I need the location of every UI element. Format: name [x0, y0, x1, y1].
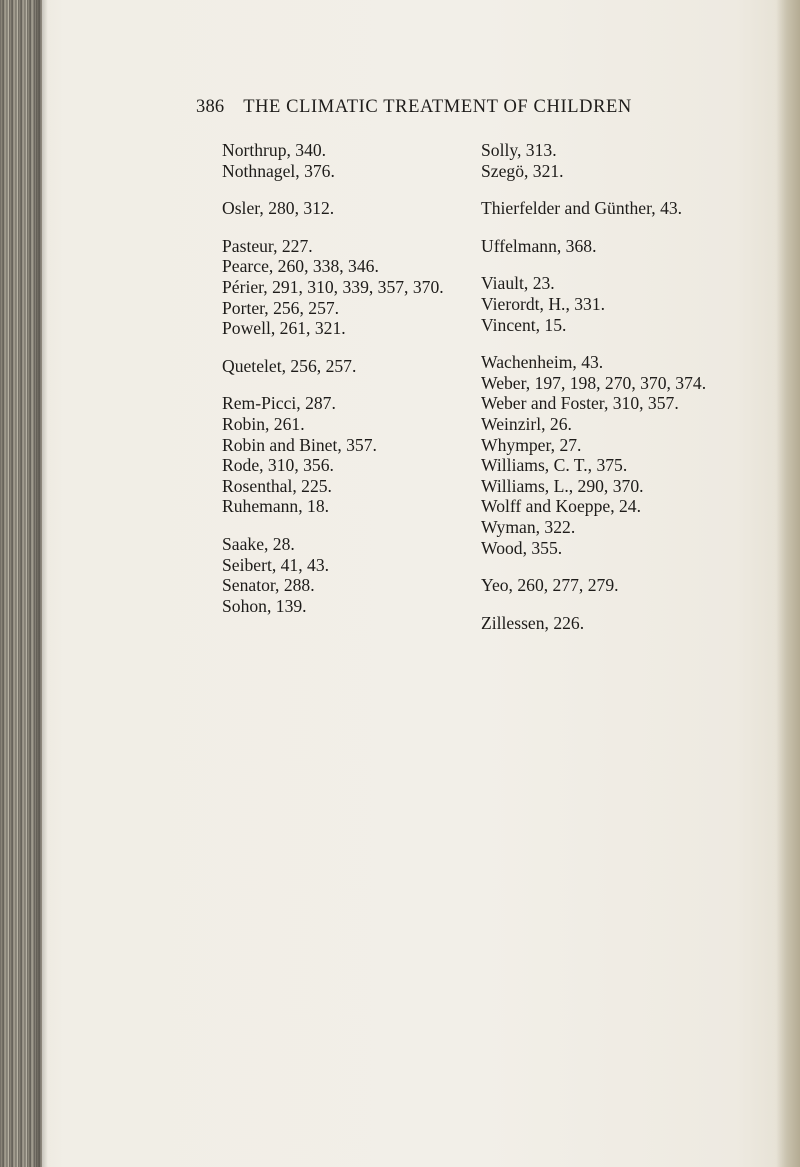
index-entry: Weinzirl, 26.: [481, 413, 572, 434]
index-letter-group: [481, 198, 781, 219]
index-letter-group: [222, 534, 458, 616]
index-entry: Wyman, 322.: [481, 516, 576, 537]
index-entry: Weber and Foster, 310, 357.: [481, 393, 679, 414]
index-entry: Senator, 288.: [222, 575, 315, 596]
index-entry: Seibert, 41, 43.: [222, 554, 330, 575]
index-entry: Northrup, 340.: [222, 140, 327, 160]
index-entry: Williams, C. T., 375.: [481, 455, 628, 476]
letter-group-gap: [481, 219, 781, 236]
index-entry: Whymper, 27.: [481, 434, 582, 455]
index-letter-group: [222, 236, 458, 339]
index-entry: Osler, 280, 312.: [222, 198, 335, 219]
running-title: THE CLIMATIC TREATMENT OF CHILDREN: [243, 97, 632, 117]
index-entry: Uffelmann, 368.: [481, 235, 597, 256]
running-header: [196, 97, 632, 118]
index-letter-group: [222, 393, 458, 517]
index-letter-group: [222, 140, 458, 181]
index-entry: Zillessen, 226.: [481, 612, 585, 633]
index-column-right: [481, 140, 781, 633]
index-entry: Wood, 355.: [481, 537, 563, 558]
index-entry: Williams, L., 290, 370.: [481, 475, 644, 496]
index-entry: Sohon, 139.: [222, 595, 307, 616]
letter-group-gap: [481, 256, 781, 273]
index-entry: Vincent, 15.: [481, 314, 567, 335]
letter-group-gap: [222, 376, 458, 393]
page-number: 386: [196, 97, 225, 117]
index-letter-group: [481, 140, 781, 181]
index-entry: Wachenheim, 43.: [481, 352, 604, 373]
index-entry: Viault, 23.: [481, 273, 555, 294]
index-letter-group: [481, 575, 781, 596]
index-entry: Wolff and Koeppe, 24.: [481, 496, 641, 517]
index-entry: Vierordt, H., 331.: [481, 293, 606, 314]
letter-group-gap: [481, 558, 781, 575]
index-entry: Thierfelder and Günther, 43.: [481, 198, 683, 219]
letter-group-gap: [222, 181, 458, 198]
index-entry: Ruhemann, 18.: [222, 496, 330, 517]
index-letter-group: [481, 613, 781, 634]
letter-group-gap: [481, 181, 781, 198]
index-entry: Périer, 291, 310, 339, 357, 370.: [222, 276, 444, 297]
index-letter-group: [222, 198, 458, 219]
letter-group-gap: [222, 339, 458, 356]
index-entry: Quetelet, 256, 257.: [222, 355, 357, 376]
index-entry: Robin and Binet, 357.: [222, 434, 377, 455]
index-entry: Saake, 28.: [222, 533, 295, 554]
index-letter-group: [481, 352, 781, 558]
index-letter-group: [481, 273, 781, 335]
index-entry: Pasteur, 227.: [222, 235, 313, 256]
letter-group-gap: [481, 596, 781, 613]
letter-group-gap: [481, 335, 781, 352]
index-column-left: [222, 140, 458, 616]
index-letter-group: [481, 236, 781, 257]
index-entry: Nothnagel, 376.: [222, 160, 335, 181]
index-entry: Rosenthal, 225.: [222, 475, 332, 496]
letter-group-gap: [222, 517, 458, 534]
letter-group-gap: [222, 219, 458, 236]
index-entry: Porter, 256, 257.: [222, 297, 340, 318]
index-entry: Rode, 310, 356.: [222, 455, 334, 476]
index-entry: Weber, 197, 198, 270, 370, 374.: [481, 372, 707, 393]
index-entry: Yeo, 260, 277, 279.: [481, 575, 619, 596]
index-entry: Solly, 313.: [481, 140, 557, 160]
index-entry: Pearce, 260, 338, 346.: [222, 256, 379, 277]
index-entry: Rem-Picci, 287.: [222, 393, 336, 414]
index-entry: Szegö, 321.: [481, 160, 564, 181]
index-entry: Robin, 261.: [222, 413, 305, 434]
index-entry: Powell, 261, 321.: [222, 318, 346, 339]
book-binding-shadow: [0, 0, 42, 1167]
index-letter-group: [222, 356, 458, 377]
